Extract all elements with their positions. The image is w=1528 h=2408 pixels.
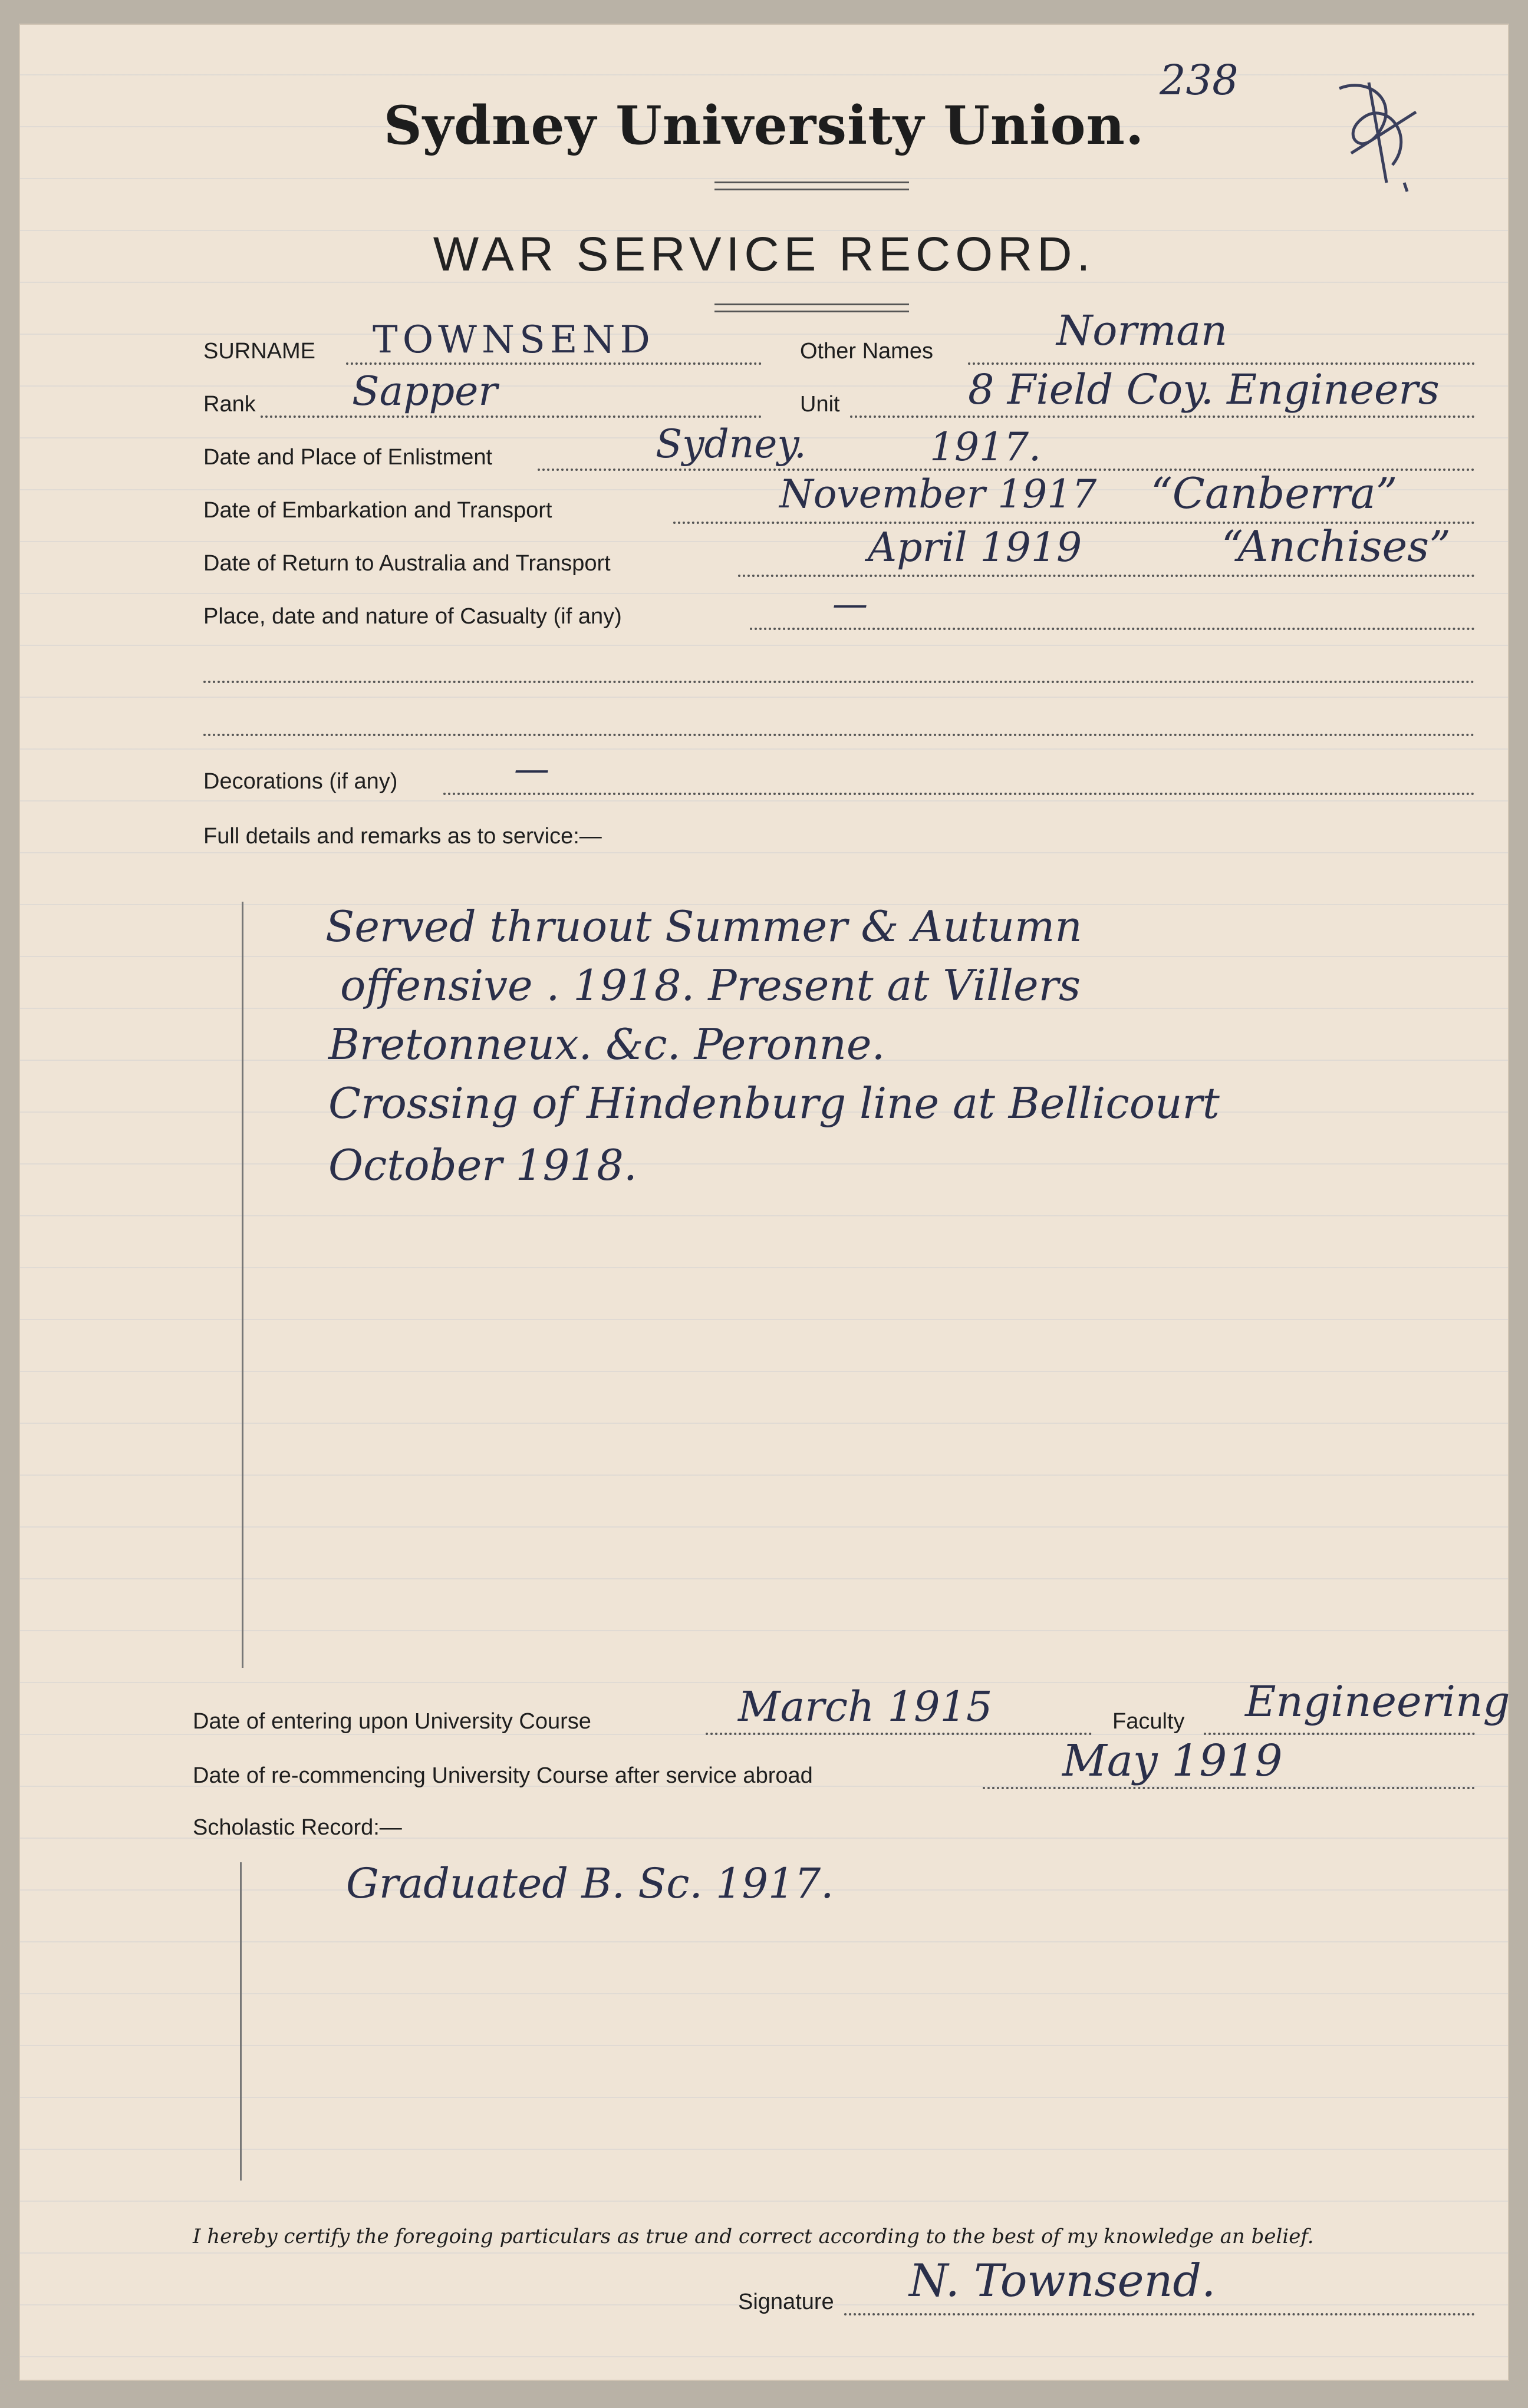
entering-dots <box>706 1733 1092 1735</box>
form-title: Sydney University Union. <box>383 94 1145 157</box>
casualty-dots-line-2 <box>203 681 1475 683</box>
faculty-label: Faculty <box>1112 1709 1185 1734</box>
scholastic-margin-line <box>240 1862 242 2181</box>
remark-line-5: October 1918. <box>328 1140 637 1190</box>
enlistment-date: 1917. <box>930 424 1041 470</box>
entering-value: March 1915 <box>738 1683 993 1731</box>
enlistment-place: Sydney. <box>656 421 806 467</box>
recommencing-value: May 1919 <box>1062 1736 1283 1786</box>
decorations-value: — <box>514 748 549 790</box>
decorations-dots <box>443 793 1475 795</box>
casualty-value: — <box>832 583 868 625</box>
casualty-dots <box>750 628 1475 630</box>
signature-value: N. Townsend. <box>909 2254 1216 2307</box>
title-rule-bottom <box>714 189 909 190</box>
unit-value: 8 Field Coy. Engineers <box>968 365 1440 414</box>
other-names-dots <box>968 362 1475 365</box>
rank-dots <box>261 415 762 418</box>
surname-dots <box>346 362 762 365</box>
enlistment-label: Date and Place of Enlistment <box>203 445 493 470</box>
return-transport: “Anchises” <box>1221 522 1451 571</box>
remark-line-4: Crossing of Hindenburg line at Bellicourt <box>328 1078 1220 1128</box>
remarks-margin-line <box>242 902 243 1668</box>
return-dots <box>738 575 1475 577</box>
rank-label: Rank <box>203 392 256 417</box>
remark-line-2: offensive . 1918. Present at Villers <box>340 961 1081 1010</box>
form-sheet <box>19 24 1509 2381</box>
unit-dots <box>850 415 1475 418</box>
return-date: April 1919 <box>868 525 1082 571</box>
recommencing-label: Date of re-commencing University Course after service abroad <box>193 1763 813 1788</box>
unit-label: Unit <box>800 392 840 417</box>
scholastic-label: Scholastic Record:— <box>193 1815 402 1840</box>
reference-number: 238 <box>1160 56 1239 104</box>
surname-label: SURNAME <box>203 339 316 364</box>
embarkation-label: Date of Embarkation and Transport <box>203 498 552 523</box>
other-names-value: Norman <box>1056 306 1228 355</box>
decorations-label: Decorations (if any) <box>203 769 398 794</box>
scholastic-value: Graduated B. Sc. 1917. <box>346 1859 834 1908</box>
form-subtitle: WAR SERVICE RECORD. <box>433 227 1095 281</box>
certification-text: I hereby certify the foregoing particulars as true and correct according to the best of my knowledge an belief. <box>193 2225 1314 2248</box>
return-label: Date of Return to Australia and Transport <box>203 551 611 576</box>
signature-dots <box>844 2313 1475 2315</box>
remark-line-3: Bretonneux. &c. Peronne. <box>328 1020 885 1069</box>
embarkation-date: November 1917 <box>779 471 1097 517</box>
recommencing-dots <box>983 1787 1475 1789</box>
signature-label: Signature <box>738 2290 834 2314</box>
remark-line-1: Served thruout Summer & Autumn <box>325 902 1082 951</box>
surname-value: TOWNSEND <box>373 318 655 362</box>
subtitle-rule-top <box>714 304 909 305</box>
remarks-label: Full details and remarks as to service:— <box>203 824 602 849</box>
casualty-dots-line-3 <box>203 734 1475 736</box>
subtitle-rule-bottom <box>714 311 909 312</box>
rank-value: Sapper <box>352 368 498 415</box>
faculty-value: Engineering <box>1245 1677 1510 1726</box>
entering-label: Date of entering upon University Course <box>193 1709 591 1734</box>
other-names-label: Other Names <box>800 339 933 364</box>
title-rule-top <box>714 182 909 183</box>
casualty-label: Place, date and nature of Casualty (if any) <box>203 604 622 629</box>
faculty-dots <box>1204 1733 1475 1735</box>
embarkation-transport: “Canberra” <box>1151 469 1398 518</box>
